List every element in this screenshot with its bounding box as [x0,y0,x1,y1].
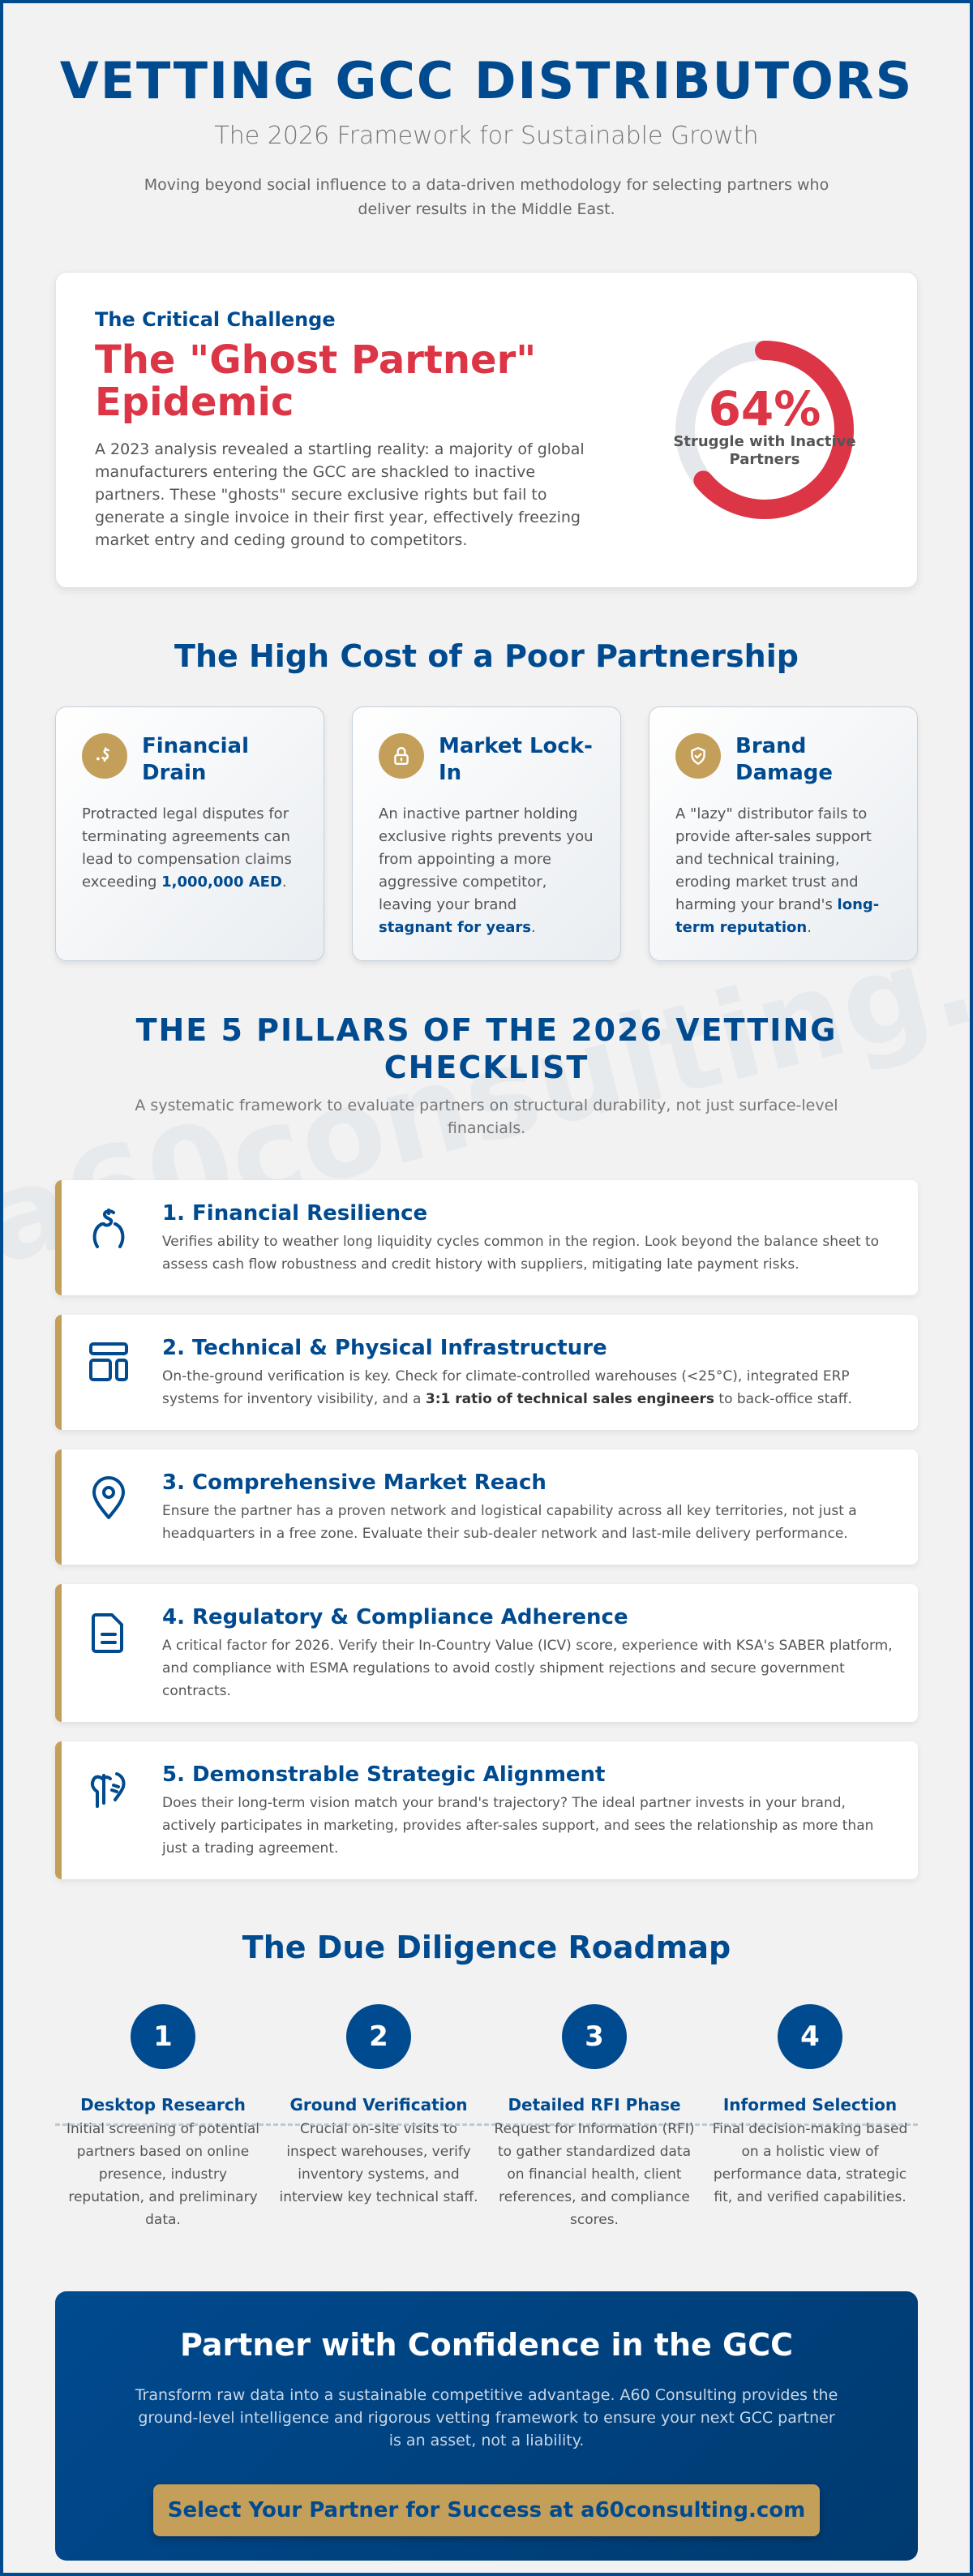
cost-card-body: A "lazy" distributor fails to provide after-sales support and technical training, eroding market trust and harming your brand's long-term reputation. [675,805,880,936]
stat-value: 64% [708,381,821,436]
cost-card-brand-damage [649,706,918,961]
roadmap-step-informed-selection [702,2004,918,2231]
step-title: Informed Selection [722,2095,898,2114]
pillar-financial-resilience [55,1180,918,1295]
pillar-title: 3. Comprehensive Market Reach [162,1470,547,1495]
map-pin-icon [86,1475,131,1521]
cta-body: Transform raw data into a sustainable competitive advantage. A60 Consulting provides the ground-level intelligence and rigorous vetting framework to ensure your next GCC partner is an asset, not a liability. [135,2386,838,2449]
pillar-title: 2. Technical & Physical Infrastructure [162,1336,607,1360]
cta-banner [55,2291,918,2561]
lock-icon [379,733,424,779]
step-title: Ground Verification [289,2095,468,2114]
roadmap-step-ground-verification [271,2004,486,2231]
donut-label [671,336,859,524]
challenge-text [95,308,598,552]
cta-select-partner-button[interactable]: Select Your Partner for Success at a60consulting.com [153,2484,820,2536]
step-number-badge: 3 [562,2004,627,2069]
cost-card-title: Brand Damage [735,734,834,785]
money-bag-icon [82,733,127,779]
step-body: Final decision-making based on a holistic view of performance data, strategic fit, and verified capabilities. [712,2121,908,2205]
step-title: Desktop Research [80,2095,246,2114]
cost-card-financial-drain [55,706,324,961]
money-bag-icon [86,1206,131,1252]
step-body: Request for Information (RFI) to gather standardized data on financial health, client references, and compliance scores. [494,2121,695,2228]
pillar-body: On-the-ground verification is key. Check for climate-controlled warehouses (<25°C), integrated ERP systems for inventory visibility, and a 3:1 ratio of technical sales engineers to back-office staff. [162,1368,852,1407]
cost-card-market-lock-in [352,706,621,961]
step-number-badge: 2 [346,2004,411,2069]
page-content [3,3,970,2561]
step-body: Initial screening of potential partners based on online presence, industry reputation, and preliminary data. [66,2121,260,2228]
step-number-badge: 4 [778,2004,842,2069]
stat-donut-chart [671,336,859,524]
roadmap-section-title: The Due Diligence Roadmap [242,1930,731,1965]
cost-card-title: Market Lock-In [439,734,593,785]
roadmap-step-rfi-phase [486,2004,702,2231]
pillar-regulatory-compliance [55,1584,918,1722]
pillar-body: Does their long-term vision match your brand's trajectory? The ideal partner invests in your brand, actively participates in marketing, provides after-sales support, and sees the relationship as more than just a trading agreement. [162,1795,874,1857]
pillar-body: Ensure the partner has a proven network and logistical capability across all key territories, not just a headquarters in a free zone. Evaluate their sub-dealer network and last-mile delivery performance. [162,1503,857,1542]
page-title: VETTING GCC DISTRIBUTORS [59,51,914,110]
layout-icon [86,1341,131,1386]
pillars-subtitle: A systematic framework to evaluate partners on structural durability, not just surface-level financials. [135,1097,838,1137]
challenge-title: The "Ghost Partner" Epidemic [95,337,537,425]
pillar-market-reach [55,1449,918,1565]
roadmap-timeline [55,2004,918,2231]
cta-title: Partner with Confidence in the GCC [179,2327,793,2363]
pillar-title: 1. Financial Resilience [162,1201,428,1226]
step-title: Detailed RFI Phase [508,2095,681,2114]
cost-card-body: An inactive partner holding exclusive rights prevents you from appointing a more aggressive competitor, leaving your brand stagnant for years. [379,805,594,936]
step-body: Crucial on-site visits to inspect warehouses, verify inventory systems, and interview key technical staff. [279,2121,478,2205]
cost-card-body: Protracted legal disputes for terminating agreements can lead to compensation claims exceeding 1,000,000 AED. [82,805,292,891]
pillar-title: 5. Demonstrable Strategic Alignment [162,1762,606,1787]
pillars-list [55,1180,918,1879]
pillars-section-title: THE 5 PILLARS OF THE 2026 VETTING CHECKLIST [135,1012,838,1085]
cost-cards [55,706,918,961]
pillar-body: Verifies ability to weather long liquidity cycles common in the region. Look beyond the balance sheet to assess cash flow robustness and credit history with suppliers, mitigating late payment risks. [162,1234,880,1273]
pillar-body: A critical factor for 2026. Verify their In-Country Value (ICV) score, experience with KSA's SABER platform, and compliance with ESMA regulations to avoid costly shipment rejections and secure government contracts. [162,1638,893,1699]
stat-caption: Struggle with Inactive Partners [673,433,856,468]
challenge-eyebrow: The Critical Challenge [95,308,336,331]
shield-check-icon [675,733,721,779]
pillar-strategic-alignment [55,1741,918,1879]
costs-section-title: The High Cost of a Poor Partnership [174,638,799,674]
cost-card-title: Financial Drain [142,734,250,785]
pillar-title: 4. Regulatory & Compliance Adherence [162,1605,628,1629]
handshake-icon [86,1767,131,1813]
pillar-technical-infrastructure [55,1315,918,1430]
challenge-body: A 2023 analysis revealed a startling reality: a majority of global manufacturers entering the GCC are shackled to inactive partners. These "ghosts" secure exclusive rights but fail to generate a single invoice in their first year, effectively freezing market entry and ceding ground to competitors. [95,440,585,549]
challenge-card [55,272,918,588]
step-number-badge: 1 [131,2004,195,2069]
page-intro: Moving beyond social influence to a data-driven methodology for selecting partners who deliver results in the Middle East. [144,176,829,218]
document-icon [86,1610,131,1655]
roadmap-step-desktop-research [55,2004,271,2231]
hero-header [55,3,918,221]
page-subtitle: The 2026 Framework for Sustainable Growth [214,122,759,150]
